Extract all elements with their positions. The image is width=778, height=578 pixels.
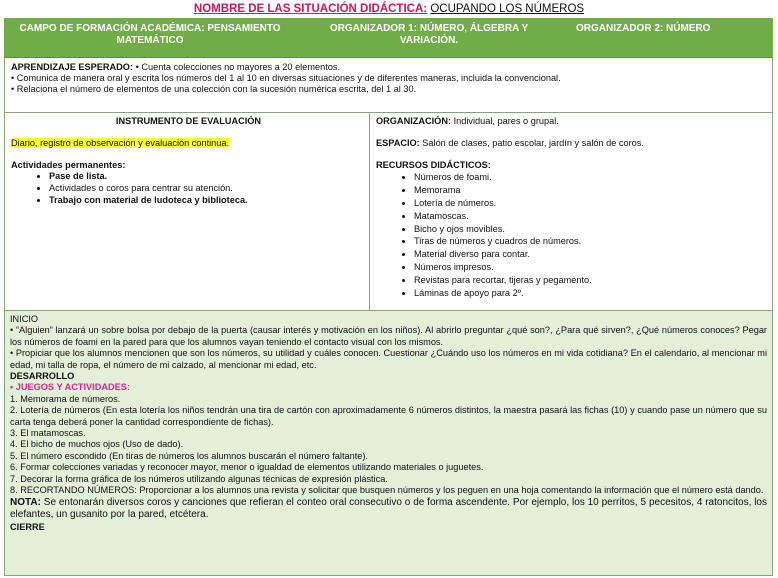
desarrollo-item: 8. RECORTANDO NÚMEROS: Proporcionar a los alumnos una revista y solicitar que busquen números y los peguen en una hoja comentando la información que el número está dando. <box>10 485 764 496</box>
divider <box>4 112 773 113</box>
cierre-label: CIERRE <box>10 521 45 532</box>
espacio-row <box>376 138 766 150</box>
desarrollo-item: 1. Memorama de números. <box>10 393 121 404</box>
desarrollo-label: DESARROLLO <box>10 371 75 382</box>
recurso-item: • Números de foami. <box>414 171 766 184</box>
desarrollo-item: 6. Formar colecciones variadas y reconocer mayor, menor o igualdad de elementos utilizando materiales o juguetes. <box>10 462 484 473</box>
instrumento-column <box>11 116 366 207</box>
title-prefix: NOMBRE DE LAS SITUACIÓN DIDÁCTICA: <box>193 3 428 15</box>
organizador-1: ORGANIZADOR 1: NÚMERO, ÁLGEBRA Y VARIACIÓN. <box>329 23 529 46</box>
instrumento-value: Diario, registro de observación y evaluación continua. <box>11 137 230 148</box>
espacio-label: ESPACIO: <box>376 137 420 148</box>
organizacion-value: Individual, pares o grupal. <box>451 116 559 126</box>
campo-formacion: CAMPO DE FORMACIÓN ACADÉMICA: PENSAMIENTO MATEMÁTICO <box>19 23 281 46</box>
desarrollo-item: 3. El matamoscas. <box>10 428 86 439</box>
organizacion-label: ORGANIZACIÓN: <box>376 116 452 126</box>
aprendizaje-item-2: • Comunica de manera oral y escrita los números del 1 al 10 en diversas situaciones y de diferentes maneras, incluida la convencional. <box>11 73 561 84</box>
actividad-item: • Pase de lista. <box>49 171 366 183</box>
organizacion-row <box>376 116 766 128</box>
document-title <box>0 2 778 17</box>
aprendizaje-item-1: • Cuenta colecciones no mayores a 20 elementos. <box>135 62 341 72</box>
column-divider <box>369 112 370 311</box>
recurso-item: • Tiras de números y cuadros de números. <box>414 235 766 248</box>
organizador-2: ORGANIZADOR 2: NÚMERO <box>576 23 711 34</box>
organizacion-column <box>376 116 766 299</box>
recurso-item: • Revistas para recortar, tijeras y pegamento. <box>414 274 766 287</box>
aprendizaje-label: APRENDIZAJE ESPERADO: <box>11 62 134 72</box>
actividad-item: • Trabajo con material de ludoteca y biblioteca. <box>49 195 366 207</box>
instrumento-heading: INSTRUMENTO DE EVALUACIÓN <box>115 116 262 126</box>
recurso-item: • Memorama <box>414 184 766 197</box>
inicio-paragraph: • “Alguien” lanzará un sobre bolsa por debajo de la puerta (causar interés y motivación en los niños). Al abrirlo preguntar ¿qué son?, ¿Para qué sirven?, ¿Qué números conoces? Pegar los números de foami en la pared para que los alumnos vayan teniendo el contacto visual con los mismos. <box>10 325 767 347</box>
nota-paragraph <box>10 497 767 522</box>
aprendizaje-item-3: • Relaciona el número de elementos de una colección con la sucesión numérica escrita, del 1 al 30. <box>11 84 417 95</box>
recurso-item: • Bicho y ojos movibles. <box>414 223 766 236</box>
secuencia-didactica <box>5 311 772 575</box>
nota-text: Se entonarán diversos coros y canciones que refieran el conteo oral consecutivo o de forma ascendente. Por ejemplo, los 10 perritos, 5 pecesitos, 4 ratoncitos, los elefantes, un gusanito por la pared, etcétera. <box>10 496 767 520</box>
recurso-item: • Lotería de números. <box>414 197 766 210</box>
actividad-item: • Actividades o coros para centrar su atención. <box>49 183 366 195</box>
desarrollo-item: 4. El bicho de muchos ojos (Uso de dado). <box>10 439 184 450</box>
actividades-list <box>11 171 366 206</box>
desarrollo-item: 2. Lotería de números (En esta lotería los niños tendrán una tira de cartón con aproximadamente 6 números distintos, la maestra pasará las fichas (10) y cuando pase un número que su carta tenga deberá poner la cantidad correspondiente de fichas). <box>10 405 767 427</box>
inicio-paragraph: • Propiciar que los alumnos mencionen que son los números, su utilidad y cuáles conocen. Cuestionar ¿Cuándo uso los números en mi vida cotidiana? En el calendario, al mencionar mi edad, mi talla de ropa, el número de mi calzado, al mencionar mi edad, etc. <box>10 348 767 370</box>
recurso-item: • Números impresos. <box>414 261 766 274</box>
title-name: OCUPANDO LOS NÚMEROS <box>430 3 585 15</box>
espacio-value: Salón de clases, patio escolar, jardín y salón de coros. <box>419 137 644 148</box>
nota-label: NOTA: <box>10 496 41 508</box>
desarrollo-item: 7. Decorar la forma gráfica de los números utilizando algunas técnicas de expresión plástica. <box>10 473 388 484</box>
inicio-label: INICIO <box>10 314 39 324</box>
header-row <box>4 18 773 58</box>
recursos-label: RECURSOS DIDÁCTICOS: <box>376 159 491 170</box>
juegos-label: • JUEGOS Y ACTIVIDADES: <box>10 382 130 393</box>
recurso-item: • Láminas de apoyo para 2º. <box>414 287 766 300</box>
aprendizaje-esperado <box>5 60 772 112</box>
actividades-label: Actividades permanentes: <box>11 159 126 170</box>
recurso-item: • Material diverso para contar. <box>414 248 766 261</box>
recurso-item: • Matamoscas. <box>414 210 766 223</box>
recursos-list <box>376 171 766 299</box>
desarrollo-item: 5. El número escondido (En tiras de números los alumnos buscarán el número faltante). <box>10 450 368 461</box>
